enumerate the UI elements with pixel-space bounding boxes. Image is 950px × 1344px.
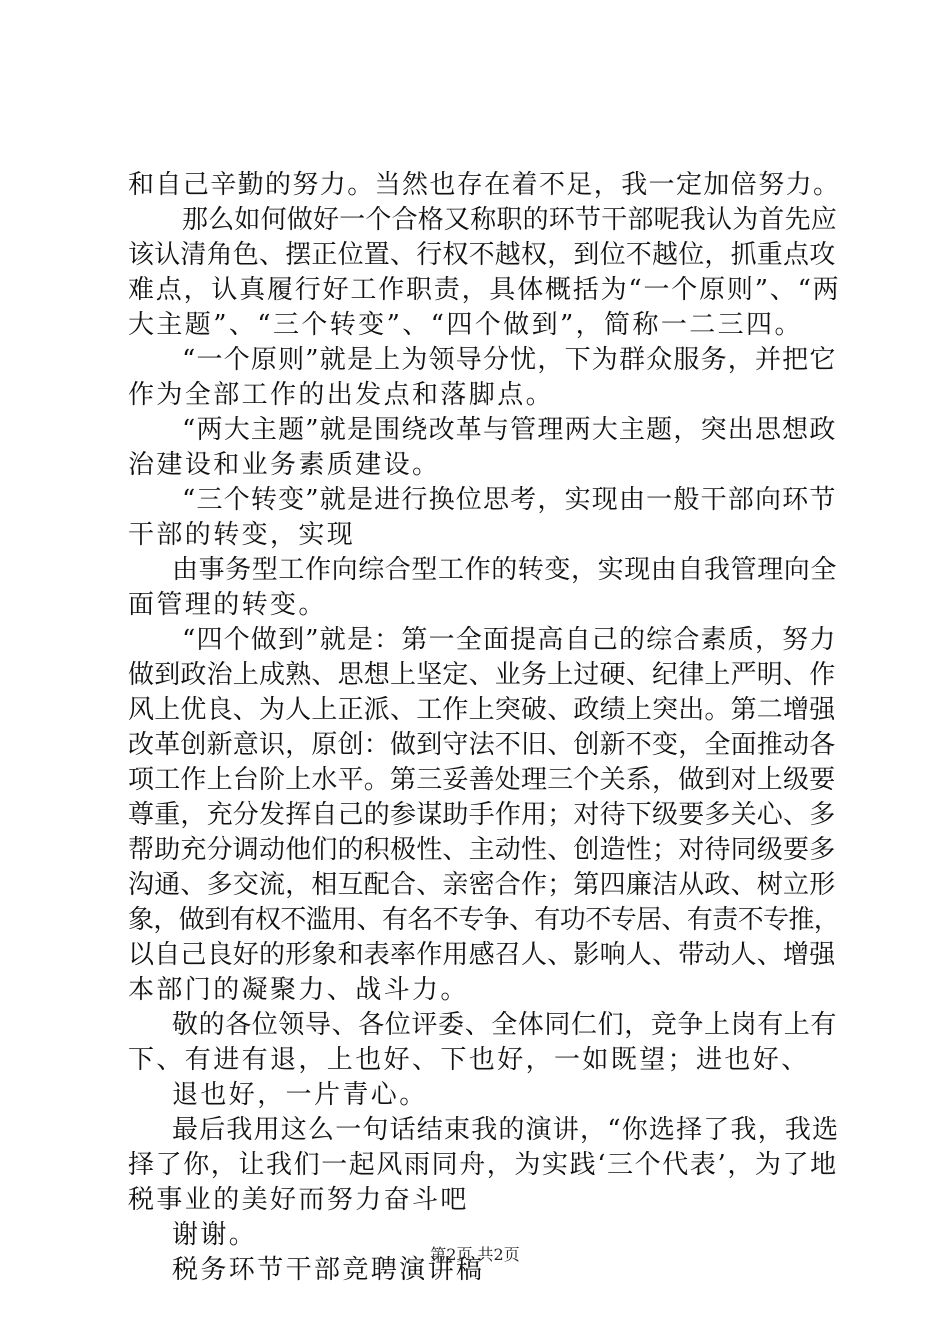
text-line: 改革创新意识，原创：做到守法不旧、创新不变，全面推动各 — [128, 730, 836, 760]
document-body — [128, 168, 840, 1288]
text-line: 最后我用这么一句话结束我的演讲，“你选择了我，我选 — [172, 1115, 840, 1145]
text-line: 项工作上台阶上水平。第三妥善处理三个关系，做到对上级要 — [128, 765, 836, 795]
text-line: 风上优良、为人上正派、工作上突破、政绩上突出。第二增强 — [128, 695, 836, 725]
text-line: 敬的各位领导、各位评委、全体同仁们，竞争上岗有上有 — [172, 1010, 838, 1040]
text-line: “两大主题”就是围绕改革与管理两大主题，突出思想政 — [182, 415, 837, 445]
text-line: 治建设和业务素质建设。 — [128, 450, 441, 480]
text-line: 那么如何做好一个合格又称职的环节干部呢我认为首先应 — [182, 205, 838, 235]
text-line: “三个转变”就是进行换位思考，实现由一般干部向环节 — [182, 485, 837, 515]
text-line: 择了你，让我们一起风雨同舟，为实践‘三个代表’，为了地 — [128, 1150, 838, 1180]
text-line: “四个做到”就是：第一全面提高自己的综合素质，努力 — [182, 625, 837, 655]
text-line: 作为全部工作的出发点和落脚点。 — [128, 380, 555, 410]
text-line: 谢谢。 — [172, 1220, 258, 1250]
text-line: 和自己辛勤的努力。当然也存在着不足，我一定加倍努力。 — [128, 170, 841, 200]
text-line: “一个原则”就是上为领导分忧，下为群众服务，并把它 — [182, 345, 837, 375]
text-line: 象，做到有权不滥用、有名不专争、有功不专居、有责不专推， — [128, 905, 840, 935]
text-line: 本部门的凝聚力、战斗力。 — [128, 975, 469, 1005]
text-line: 难点，认真履行好工作职责，具体概括为“一个原则”、“两 — [128, 275, 841, 305]
text-line: 该认清角色、摆正位置、行权不越权，到位不越位，抓重点攻 — [128, 240, 836, 270]
text-line: 税事业的美好而努力奋斗吧 — [128, 1185, 469, 1215]
text-line: 干部的转变，实现 — [128, 520, 356, 550]
page-footer: 第2页 共2页 — [430, 1245, 520, 1264]
text-line: 由事务型工作向综合型工作的转变，实现由自我管理向全 — [172, 555, 838, 585]
text-line: 税务环节干部竞聘演讲稿 — [172, 1255, 485, 1285]
text-line: 尊重，充分发挥自己的参谋助手作用；对待下级要多关心、多 — [128, 800, 836, 830]
text-line: 退也好，一片青心。 — [172, 1080, 428, 1110]
text-line: 沟通、多交流，相互配合、亲密合作；第四廉洁从政、树立形 — [128, 870, 836, 900]
text-line: 做到政治上成熟、思想上坚定、业务上过硬、纪律上严明、作 — [128, 660, 836, 690]
text-line: 面管理的转变。 — [128, 590, 327, 620]
text-line: 大主题”、“三个转变”、“四个做到”，简称一二三四。 — [128, 310, 803, 340]
text-line: 帮助充分调动他们的积极性、主动性、创造性；对待同级要多 — [128, 835, 836, 865]
text-line: 下、有进有退，上也好、下也好，一如既望；进也好、 — [128, 1045, 810, 1075]
text-line: 以自己良好的形象和表率作用感召人、影响人、带动人、增强 — [128, 940, 836, 970]
